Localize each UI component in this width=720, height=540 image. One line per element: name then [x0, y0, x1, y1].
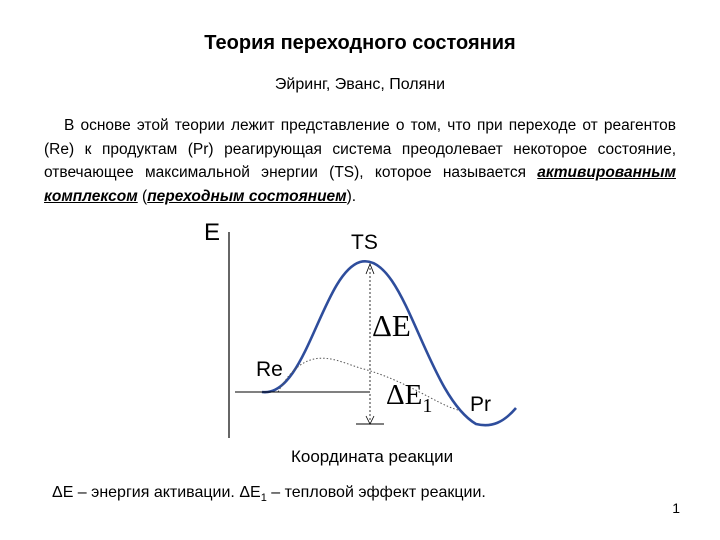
pr-label: Pr	[470, 393, 491, 416]
delta-e1-subscript: 1	[422, 395, 433, 417]
delta-e-label: ΔE	[372, 308, 411, 343]
footnote-part1: ΔE – энергия активации. ΔE	[52, 484, 261, 501]
paragraph-text-after: ).	[346, 187, 357, 205]
paragraph-text-before: В основе этой теории лежит представление о том, что при переходе от реагентов (Re) к продуктам (Pr) реагирующая система преодолевает некоторое состояние, отвечающее максимальной энергии (TS), которое называется	[44, 117, 676, 181]
y-axis-label: E	[204, 219, 221, 246]
footnote-part2: – тепловой эффект реакции.	[266, 484, 486, 501]
re-label: Re	[256, 358, 283, 381]
footnote-subscript: 1	[260, 492, 267, 505]
delta-e1-main: ΔE	[386, 379, 423, 411]
x-axis-label: Координата реакции	[291, 447, 454, 466]
slide-title: Теория переходного состояния	[204, 32, 516, 54]
term-transition-state: переходным состоянием	[147, 187, 347, 205]
footnote	[52, 484, 486, 504]
delta-e1-label	[386, 379, 432, 417]
slide-authors: Эйринг, Эванс, Поляни	[274, 76, 446, 93]
paragraph-text-middle: (	[137, 187, 148, 205]
page-number: 1	[672, 500, 680, 516]
ts-label: TS	[351, 231, 378, 254]
term-activated-complex: активированным комплексом	[44, 164, 676, 205]
